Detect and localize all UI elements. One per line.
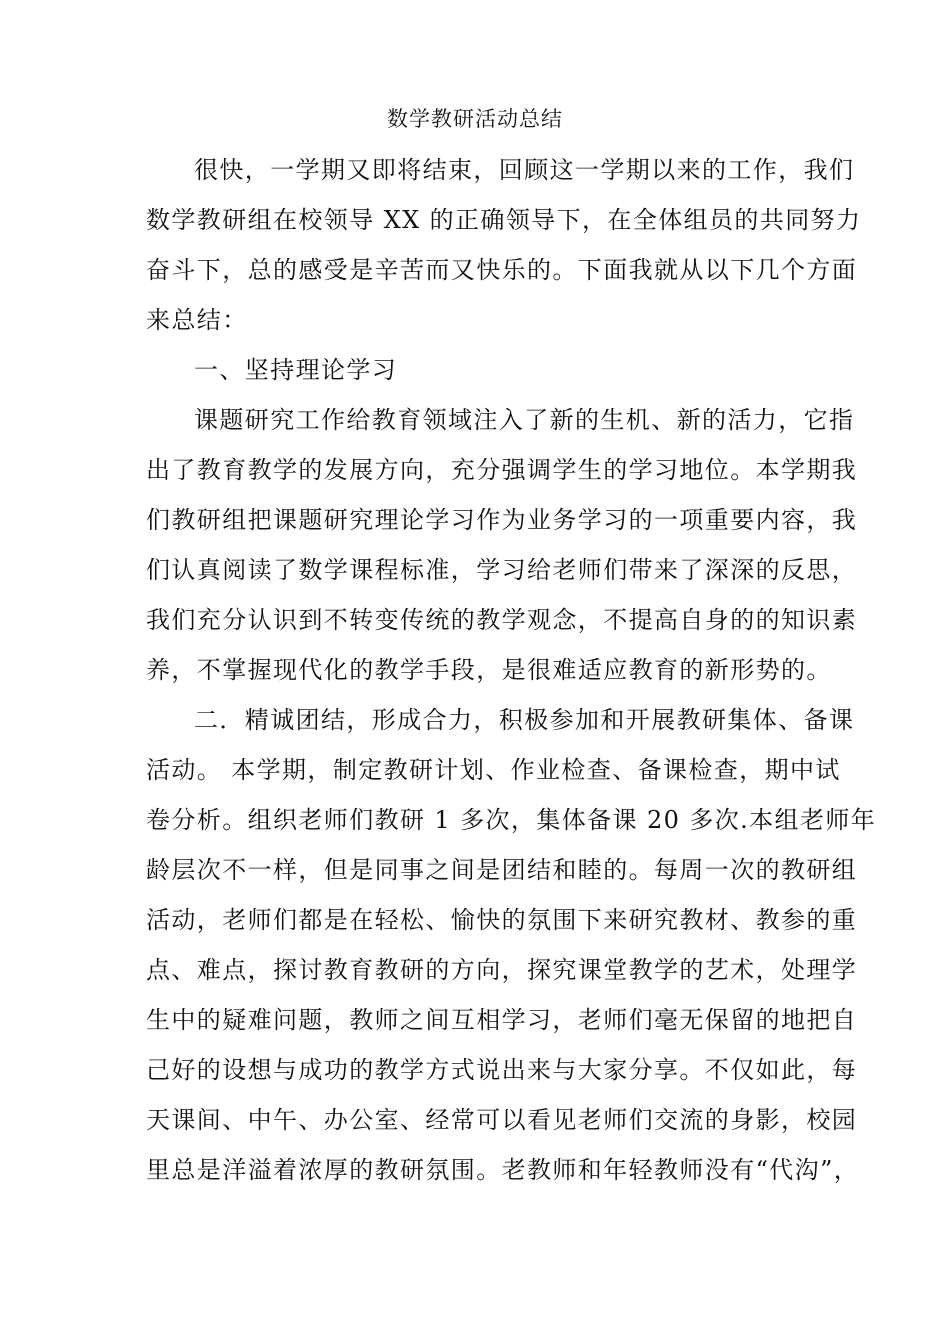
- paragraph-line: 点、难点，探讨教育教研的方向，探究课堂教学的艺术，处理学: [146, 956, 858, 984]
- paragraph-line: 数学教研组在校领导 XX 的正确领导下，在全体组员的共同努力: [146, 206, 862, 234]
- paragraph-line: 们认真阅读了数学课程标准，学习给老师们带来了深深的反思，: [146, 556, 858, 584]
- paragraph-line: 生中的疑难问题，教师之间互相学习，老师们毫无保留的地把自: [146, 1006, 858, 1034]
- paragraph-line: 己好的设想与成功的教学方式说出来与大家分享。不仅如此，每: [146, 1056, 858, 1084]
- document-title: 数学教研活动总结: [387, 107, 563, 131]
- paragraph-line: 卷分析。组织老师们教研 1 多次，集体备课 20 多次.本组老师年: [146, 806, 877, 834]
- paragraph-line: 奋斗下，总的感受是辛苦而又快乐的。下面我就从以下几个方面: [146, 256, 858, 284]
- paragraph-line: 活动，老师们都是在轻松、愉快的氛围下来研究教材、教参的重: [146, 906, 858, 934]
- document-body: [146, 150, 877, 1200]
- section-heading: 一、坚持理论学习: [194, 356, 398, 384]
- paragraph-line: 来总结：: [146, 306, 248, 334]
- paragraph-line: 里总是洋溢着浓厚的教研氛围。老教师和年轻教师没有“代沟”，: [146, 1156, 860, 1184]
- paragraph-line: 出了教育教学的发展方向，充分强调学生的学习地位。本学期我: [146, 456, 858, 484]
- section-heading: 二．精诚团结，形成合力，积极参加和开展教研集体、备课: [194, 706, 855, 734]
- paragraph-line: 养，不掌握现代化的教学手段，是很难适应教育的新形势的。: [146, 656, 832, 684]
- paragraph-line: 活动。 本学期，制定教研计划、作业检查、备课检查，期中试: [146, 756, 841, 784]
- paragraph-line: 课题研究工作给教育领域注入了新的生机、新的活力，它指: [194, 406, 855, 434]
- paragraph-line: 我们充分认识到不转变传统的教学观念，不提高自身的的知识素: [146, 606, 858, 634]
- paragraph-line: 龄层次不一样，但是同事之间是团结和睦的。每周一次的教研组: [146, 856, 858, 884]
- paragraph-line: 天课间、中午、办公室、经常可以看见老师们交流的身影，校园: [146, 1106, 858, 1134]
- paragraph-line: 很快，一学期又即将结束，回顾这一学期以来的工作，我们: [194, 156, 855, 184]
- paragraph-line: 们教研组把课题研究理论学习作为业务学习的一项重要内容，我: [146, 506, 858, 534]
